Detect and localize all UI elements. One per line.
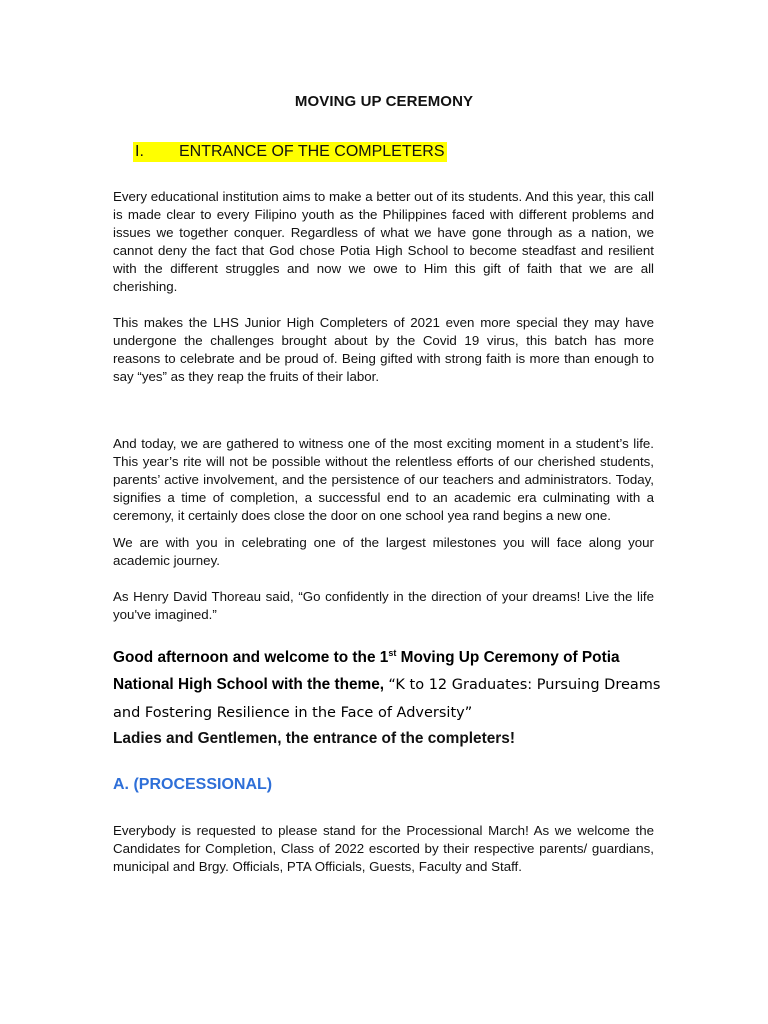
paragraph-milestones: We are with you in celebrating one of the largest milestones you will face along your academic journey. [113,535,654,568]
section-heading-entrance [133,142,447,162]
greeting-closing: Ladies and Gentlemen, the entrance of the completers! [113,730,515,747]
paragraph-completers: This makes the LHS Junior High Completers of 2021 even more special they may have undergone the challenges brought about by the Covid 19 virus, this batch has more reasons to celebrate and be proud of. Being gifted with strong faith is more than enough to say “yes” as they reap the fruits of their labor. [113,315,654,384]
section-number: I. [135,143,144,160]
section-heading-text: ENTRANCE OF THE COMPLETERS [179,143,445,160]
greeting-text-1: Good afternoon and welcome to the 1 [113,649,389,666]
paragraph-processional: Everybody is requested to please stand for the Processional March! As we welcome the Candidates for Completion, Class of 2022 escorted by their respective parents/ guardians, municipal and Brgy. Officials, PTA Officials, Guests, Faculty and Staff. [113,823,654,874]
welcome-greeting [113,644,673,727]
paragraph-quote: As Henry David Thoreau said, “Go confidently in the direction of your dreams! Live the life you've imagined.” [113,589,654,622]
paragraph-intro: Every educational institution aims to make a better out of its students. And this year, this call is made clear to every Filipino youth as the Philippines faced with different problems and issues we together conquer. Regardless of what we have gone through as a nation, we cannot deny the fact that God chose Potia High School to become steadfast and resilient with the different struggles and now we owe to Him this gift of faith that we are all cherishing. [113,189,654,294]
greeting-superscript: st [388,647,397,658]
paragraph-today: And today, we are gathered to witness one of the most exciting moment in a student’s life. This year’s rite will not be possible without the relentless efforts of our cherished students, parents’ active involvement, and the persistence of our teachers and administrators. Today, signifies a time of completion, a successful end to an academic era culminating with a ceremony, it certainly does close the door on one school yea rand begins a new one. [113,436,654,523]
page-title: MOVING UP CEREMONY [294,93,474,110]
greeting-text-2: Moving Up Ceremony of Potia National High School with the theme, [113,649,620,693]
ceremony-theme: “K to 12 Graduates: Pursuing Dreams and Fostering Resilience in the Face of Adversity” [113,677,661,721]
section-heading-processional: A. (PROCESSIONAL) [113,776,273,793]
